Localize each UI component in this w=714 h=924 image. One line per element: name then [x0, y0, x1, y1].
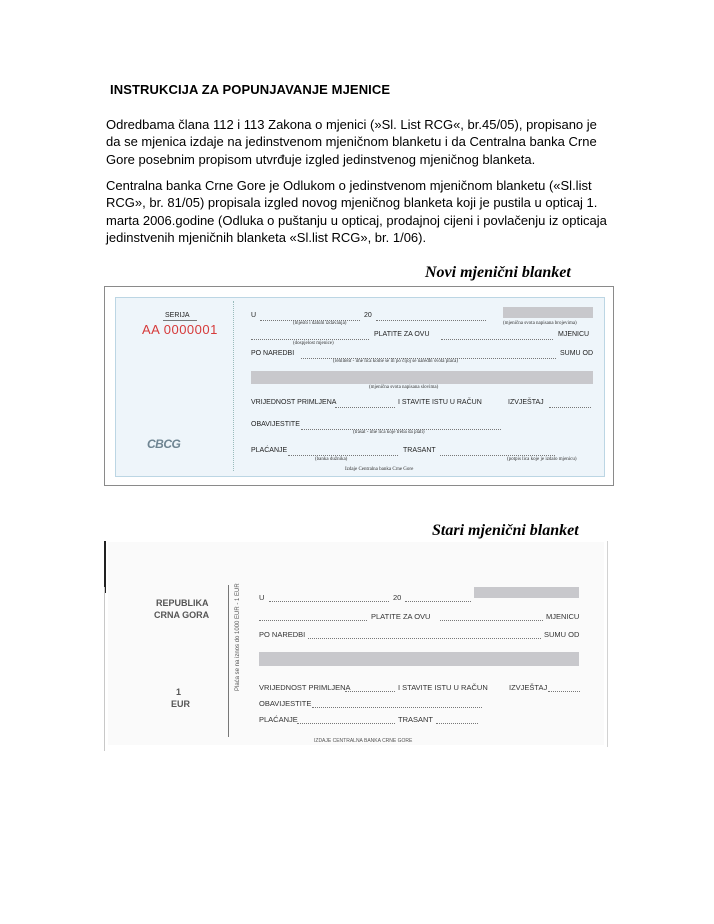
sumu-od-label: SUMU OD — [560, 350, 594, 357]
old-stavite-label: I STAVITE ISTU U RAČUN — [398, 683, 488, 692]
vertical-note: Plaća se na iznos do 1000 EUR - 1 EUR — [235, 583, 241, 691]
page-heading: INSTRUKCIJA ZA POPUNJAVANJE MJENICE — [110, 82, 391, 97]
hint-trasat: (trasat - ime lica koje treba da plati) — [353, 430, 425, 435]
new-form-caption: Novi mjenični blanket — [425, 264, 571, 281]
old-amount-words-box — [259, 652, 579, 666]
platite-dots — [441, 339, 553, 340]
hint-bank: (banka dužnika) — [315, 457, 348, 462]
paragraph-1-line: da se mjenica izdaje na jedinstvenom mjeničnom blanketu i da Centralna banka Crne — [106, 134, 597, 150]
u-label: U — [251, 312, 257, 319]
paragraph-2-line: Centralna banka Crne Gore je Odlukom o jedinstvenom mjeničnom blanketu («Sl.list — [106, 178, 592, 193]
crna-gora-label: CRNA GORA — [154, 610, 210, 620]
cbcg-logo: CBCG — [147, 437, 181, 451]
paragraph-2 — [106, 177, 609, 247]
hint-remitent: (remitent - ime lica kome se ili po čijoj se naredbi svota plaća) — [333, 359, 458, 364]
old-year-dots — [405, 601, 471, 602]
old-obavijestite-label: OBAVIJESTITE — [259, 699, 312, 708]
trasant-dots — [440, 455, 555, 456]
old-form-edge — [104, 587, 105, 751]
old-izvjestaj-label: IZVJEŠTAJ — [509, 683, 548, 692]
paragraph-1-line: Gore posebnim propisom utvrđuje izgled jedinstvenog mjeničnog blanketa. — [106, 151, 536, 167]
old-form-issuer: IZDAJE CENTRALNA BANKA CRNE GORE — [314, 738, 413, 744]
old-form — [104, 541, 608, 751]
old-trasant-label: TRASANT — [398, 715, 434, 724]
stavite-label: I STAVITE ISTU U RAČUN — [398, 399, 482, 406]
platite-label: PLATITE ZA OVU — [374, 331, 430, 338]
old-form-top-edge — [104, 541, 106, 593]
new-form — [104, 286, 614, 486]
denomination-value: 1 — [176, 687, 182, 697]
vrijednost-dots — [335, 407, 395, 408]
izvjestaj-dots — [549, 407, 591, 408]
izvjestaj-label: IZVJEŠTAJ — [508, 399, 544, 406]
hint-place-date: (mjesto i datum izdavanja) — [293, 321, 347, 326]
paragraph-2-line: jedinstvenih mjeničnih blanketa «Sl.list RCG», br. 1/06). — [106, 230, 427, 246]
serija-underline — [163, 320, 197, 321]
old-sumu-od-label: SUMU OD — [544, 630, 580, 639]
paragraph-1 — [106, 116, 609, 168]
old-form-caption: Stari mjenični blanket — [432, 522, 579, 539]
amount-words-box — [251, 371, 593, 384]
paragraph-1-line: Odredbama člana 112 i 113 Zakona o mjenici (»Sl. List RCG«, br.45/05), propisano je — [106, 117, 597, 132]
amount-box — [503, 307, 593, 318]
old-placanje-dots — [297, 723, 395, 724]
hint-due: (dospjelost mjenice) — [293, 341, 334, 346]
old-vrijednost-label: VRIJEDNOST PRIMLJENA — [259, 683, 351, 692]
old-izvjestaj-dots — [548, 691, 580, 692]
old-vrijednost-dots — [345, 691, 395, 692]
old-amount-box — [474, 587, 579, 598]
old-trasant-dots — [436, 723, 478, 724]
old-platite-dots — [440, 620, 543, 621]
old-platite-label: PLATITE ZA OVU — [371, 612, 431, 621]
paragraph-2-line: RCG», br. 81/05) propisala izgled novog mjeničnog blanketa koji je pustila u opticaj 1. — [106, 195, 598, 211]
old-form-inner — [108, 542, 604, 745]
republika-label: REPUBLIKA — [156, 598, 209, 608]
due-dots — [251, 339, 369, 340]
old-po-naredbi-label: PO NAREDBI — [259, 630, 306, 639]
paragraph-2-line: marta 2006.godine (Odluka o puštanju u opticaj, prodajnoj cijeni i povlačenju iz opticaja — [106, 212, 607, 228]
old-panel-divider — [228, 585, 229, 737]
obavijestite-label: OBAVIJESTITE — [251, 421, 300, 428]
old-form-right-edge — [607, 541, 608, 747]
year-dots — [376, 320, 486, 321]
mjenicu-label: MJENICU — [558, 331, 590, 338]
old-u-label: U — [259, 593, 265, 602]
placanje-dots — [288, 455, 398, 456]
hint-amount-numbers: (mjenična svota napisana brojevima) — [503, 321, 577, 326]
hint-trasant: (potpis lica koje je izdalo mjenicu) — [507, 457, 577, 462]
year-prefix: 20 — [364, 312, 372, 319]
new-form-issuer: Izdaje Centralna banka Crne Gore — [345, 467, 414, 472]
old-year-prefix: 20 — [393, 593, 402, 602]
trasant-label: TRASANT — [403, 447, 436, 454]
old-obavijestite-dots — [312, 707, 482, 708]
po-naredbi-label: PO NAREDBI — [251, 350, 295, 357]
old-due-dots — [259, 620, 367, 621]
panel-divider — [233, 301, 234, 471]
vrijednost-label: VRIJEDNOST PRIMLJENA — [251, 399, 337, 406]
currency-label: EUR — [171, 699, 191, 709]
old-placanje-label: PLAĆANJE — [259, 715, 298, 724]
old-mjenicu-label: MJENICU — [546, 612, 580, 621]
old-place-dots — [269, 601, 389, 602]
serija-label: SERIJA — [165, 312, 190, 319]
serial-number: AA 0000001 — [142, 322, 218, 337]
placanje-label: PLAĆANJE — [251, 447, 288, 454]
old-po-naredbi-dots — [308, 638, 541, 639]
hint-amount-words: (mjenična svota napisana slovima) — [369, 385, 439, 390]
